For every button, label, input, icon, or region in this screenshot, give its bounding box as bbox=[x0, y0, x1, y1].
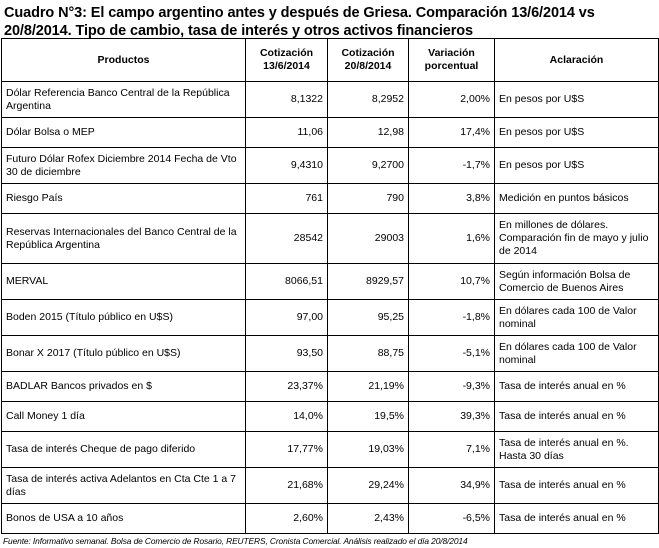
cell-producto: Bonar X 2017 (Título público en U$S) bbox=[2, 336, 246, 372]
table-row bbox=[2, 264, 659, 300]
cell-acl: Tasa de interés anual en %. Hasta 30 días bbox=[495, 432, 659, 468]
cell-producto: Reservas Internacionales del Banco Central de la República Argentina bbox=[2, 214, 246, 264]
cell-producto: Tasa de interés Cheque de pago diferido bbox=[2, 432, 246, 468]
cell-cot1: 97,00 bbox=[246, 300, 328, 336]
cell-cot2: 12,98 bbox=[328, 118, 409, 148]
financial-table bbox=[1, 38, 659, 534]
cell-producto: Futuro Dólar Rofex Diciembre 2014 Fecha de Vto 30 de diciembre bbox=[2, 148, 246, 184]
cell-cot1: 2,60% bbox=[246, 504, 328, 534]
cell-cot1: 9,4310 bbox=[246, 148, 328, 184]
header-aclaracion: Aclaración bbox=[495, 39, 659, 82]
cell-producto: BADLAR Bancos privados en $ bbox=[2, 372, 246, 402]
table-row bbox=[2, 300, 659, 336]
table-row bbox=[2, 82, 659, 118]
cell-cot2: 790 bbox=[328, 184, 409, 214]
cell-cot2: 8929,57 bbox=[328, 264, 409, 300]
header-productos: Productos bbox=[2, 39, 246, 82]
table-row bbox=[2, 336, 659, 372]
cell-acl: Tasa de interés anual en % bbox=[495, 468, 659, 504]
cell-cot1: 28542 bbox=[246, 214, 328, 264]
cell-acl: Tasa de interés anual en % bbox=[495, 504, 659, 534]
cell-producto: Riesgo País bbox=[2, 184, 246, 214]
cell-acl: En millones de dólares. Comparación fin de mayo y julio de 2014 bbox=[495, 214, 659, 264]
cell-cot1: 17,77% bbox=[246, 432, 328, 468]
cell-var: 2,00% bbox=[409, 82, 495, 118]
cell-cot2: 2,43% bbox=[328, 504, 409, 534]
cell-cot2: 8,2952 bbox=[328, 82, 409, 118]
cell-cot1: 11,06 bbox=[246, 118, 328, 148]
cell-var: -1,8% bbox=[409, 300, 495, 336]
cell-acl: Medición en puntos básicos bbox=[495, 184, 659, 214]
cell-var: 7,1% bbox=[409, 432, 495, 468]
cell-var: 34,9% bbox=[409, 468, 495, 504]
header-cotizacion-2: Cotización 20/8/2014 bbox=[328, 39, 409, 82]
cell-var: 10,7% bbox=[409, 264, 495, 300]
header-row bbox=[2, 39, 659, 82]
cell-cot1: 14,0% bbox=[246, 402, 328, 432]
cell-acl: En dólares cada 100 de Valor nominal bbox=[495, 336, 659, 372]
cell-acl: En pesos por U$S bbox=[495, 82, 659, 118]
cell-cot1: 21,68% bbox=[246, 468, 328, 504]
cell-var: 39,3% bbox=[409, 402, 495, 432]
cell-cot1: 761 bbox=[246, 184, 328, 214]
cell-cot2: 95,25 bbox=[328, 300, 409, 336]
cell-producto: Dólar Bolsa o MEP bbox=[2, 118, 246, 148]
cell-acl: Tasa de interés anual en % bbox=[495, 372, 659, 402]
table-title: Cuadro N°3: El campo argentino antes y después de Griesa. Comparación 13/6/2014 vs 20/8/2014. Tipo de cambio, tasa de interés y otros activos financieros bbox=[4, 5, 595, 39]
cell-var: 1,6% bbox=[409, 214, 495, 264]
cell-acl: En pesos por U$S bbox=[495, 148, 659, 184]
table-row bbox=[2, 468, 659, 504]
source-note: Fuente: Informativo semanal. Bolsa de Comercio de Rosario, REUTERS, Cronista Comercial. Análisis realizado el día 20/8/2014 bbox=[3, 536, 468, 546]
cell-acl: En dólares cada 100 de Valor nominal bbox=[495, 300, 659, 336]
cell-cot1: 8,1322 bbox=[246, 82, 328, 118]
cell-var: -6,5% bbox=[409, 504, 495, 534]
cell-producto: Bonos de USA a 10 años bbox=[2, 504, 246, 534]
cell-producto: Dólar Referencia Banco Central de la República Argentina bbox=[2, 82, 246, 118]
cell-cot2: 9,2700 bbox=[328, 148, 409, 184]
cell-var: 17,4% bbox=[409, 118, 495, 148]
cell-producto: Boden 2015 (Título público en U$S) bbox=[2, 300, 246, 336]
table-row bbox=[2, 432, 659, 468]
table-row bbox=[2, 504, 659, 534]
table-row bbox=[2, 148, 659, 184]
cell-var: -5,1% bbox=[409, 336, 495, 372]
header-variacion: Variación porcentual bbox=[409, 39, 495, 82]
table-row bbox=[2, 214, 659, 264]
cell-cot2: 29,24% bbox=[328, 468, 409, 504]
cell-producto: Tasa de interés activa Adelantos en Cta Cte 1 a 7 días bbox=[2, 468, 246, 504]
cell-cot1: 23,37% bbox=[246, 372, 328, 402]
cell-cot1: 8066,51 bbox=[246, 264, 328, 300]
cell-producto: MERVAL bbox=[2, 264, 246, 300]
cell-producto: Call Money 1 día bbox=[2, 402, 246, 432]
cell-var: 3,8% bbox=[409, 184, 495, 214]
table-row bbox=[2, 118, 659, 148]
table-row bbox=[2, 402, 659, 432]
cell-acl: Tasa de interés anual en % bbox=[495, 402, 659, 432]
cell-cot2: 19,5% bbox=[328, 402, 409, 432]
cell-acl: En pesos por U$S bbox=[495, 118, 659, 148]
cell-var: -1,7% bbox=[409, 148, 495, 184]
cell-cot2: 21,19% bbox=[328, 372, 409, 402]
table-row bbox=[2, 184, 659, 214]
cell-cot2: 88,75 bbox=[328, 336, 409, 372]
header-cotizacion-1: Cotización 13/6/2014 bbox=[246, 39, 328, 82]
cell-cot1: 93,50 bbox=[246, 336, 328, 372]
cell-var: -9,3% bbox=[409, 372, 495, 402]
cell-cot2: 19,03% bbox=[328, 432, 409, 468]
table-row bbox=[2, 372, 659, 402]
cell-acl: Según información Bolsa de Comercio de Buenos Aires bbox=[495, 264, 659, 300]
cell-cot2: 29003 bbox=[328, 214, 409, 264]
